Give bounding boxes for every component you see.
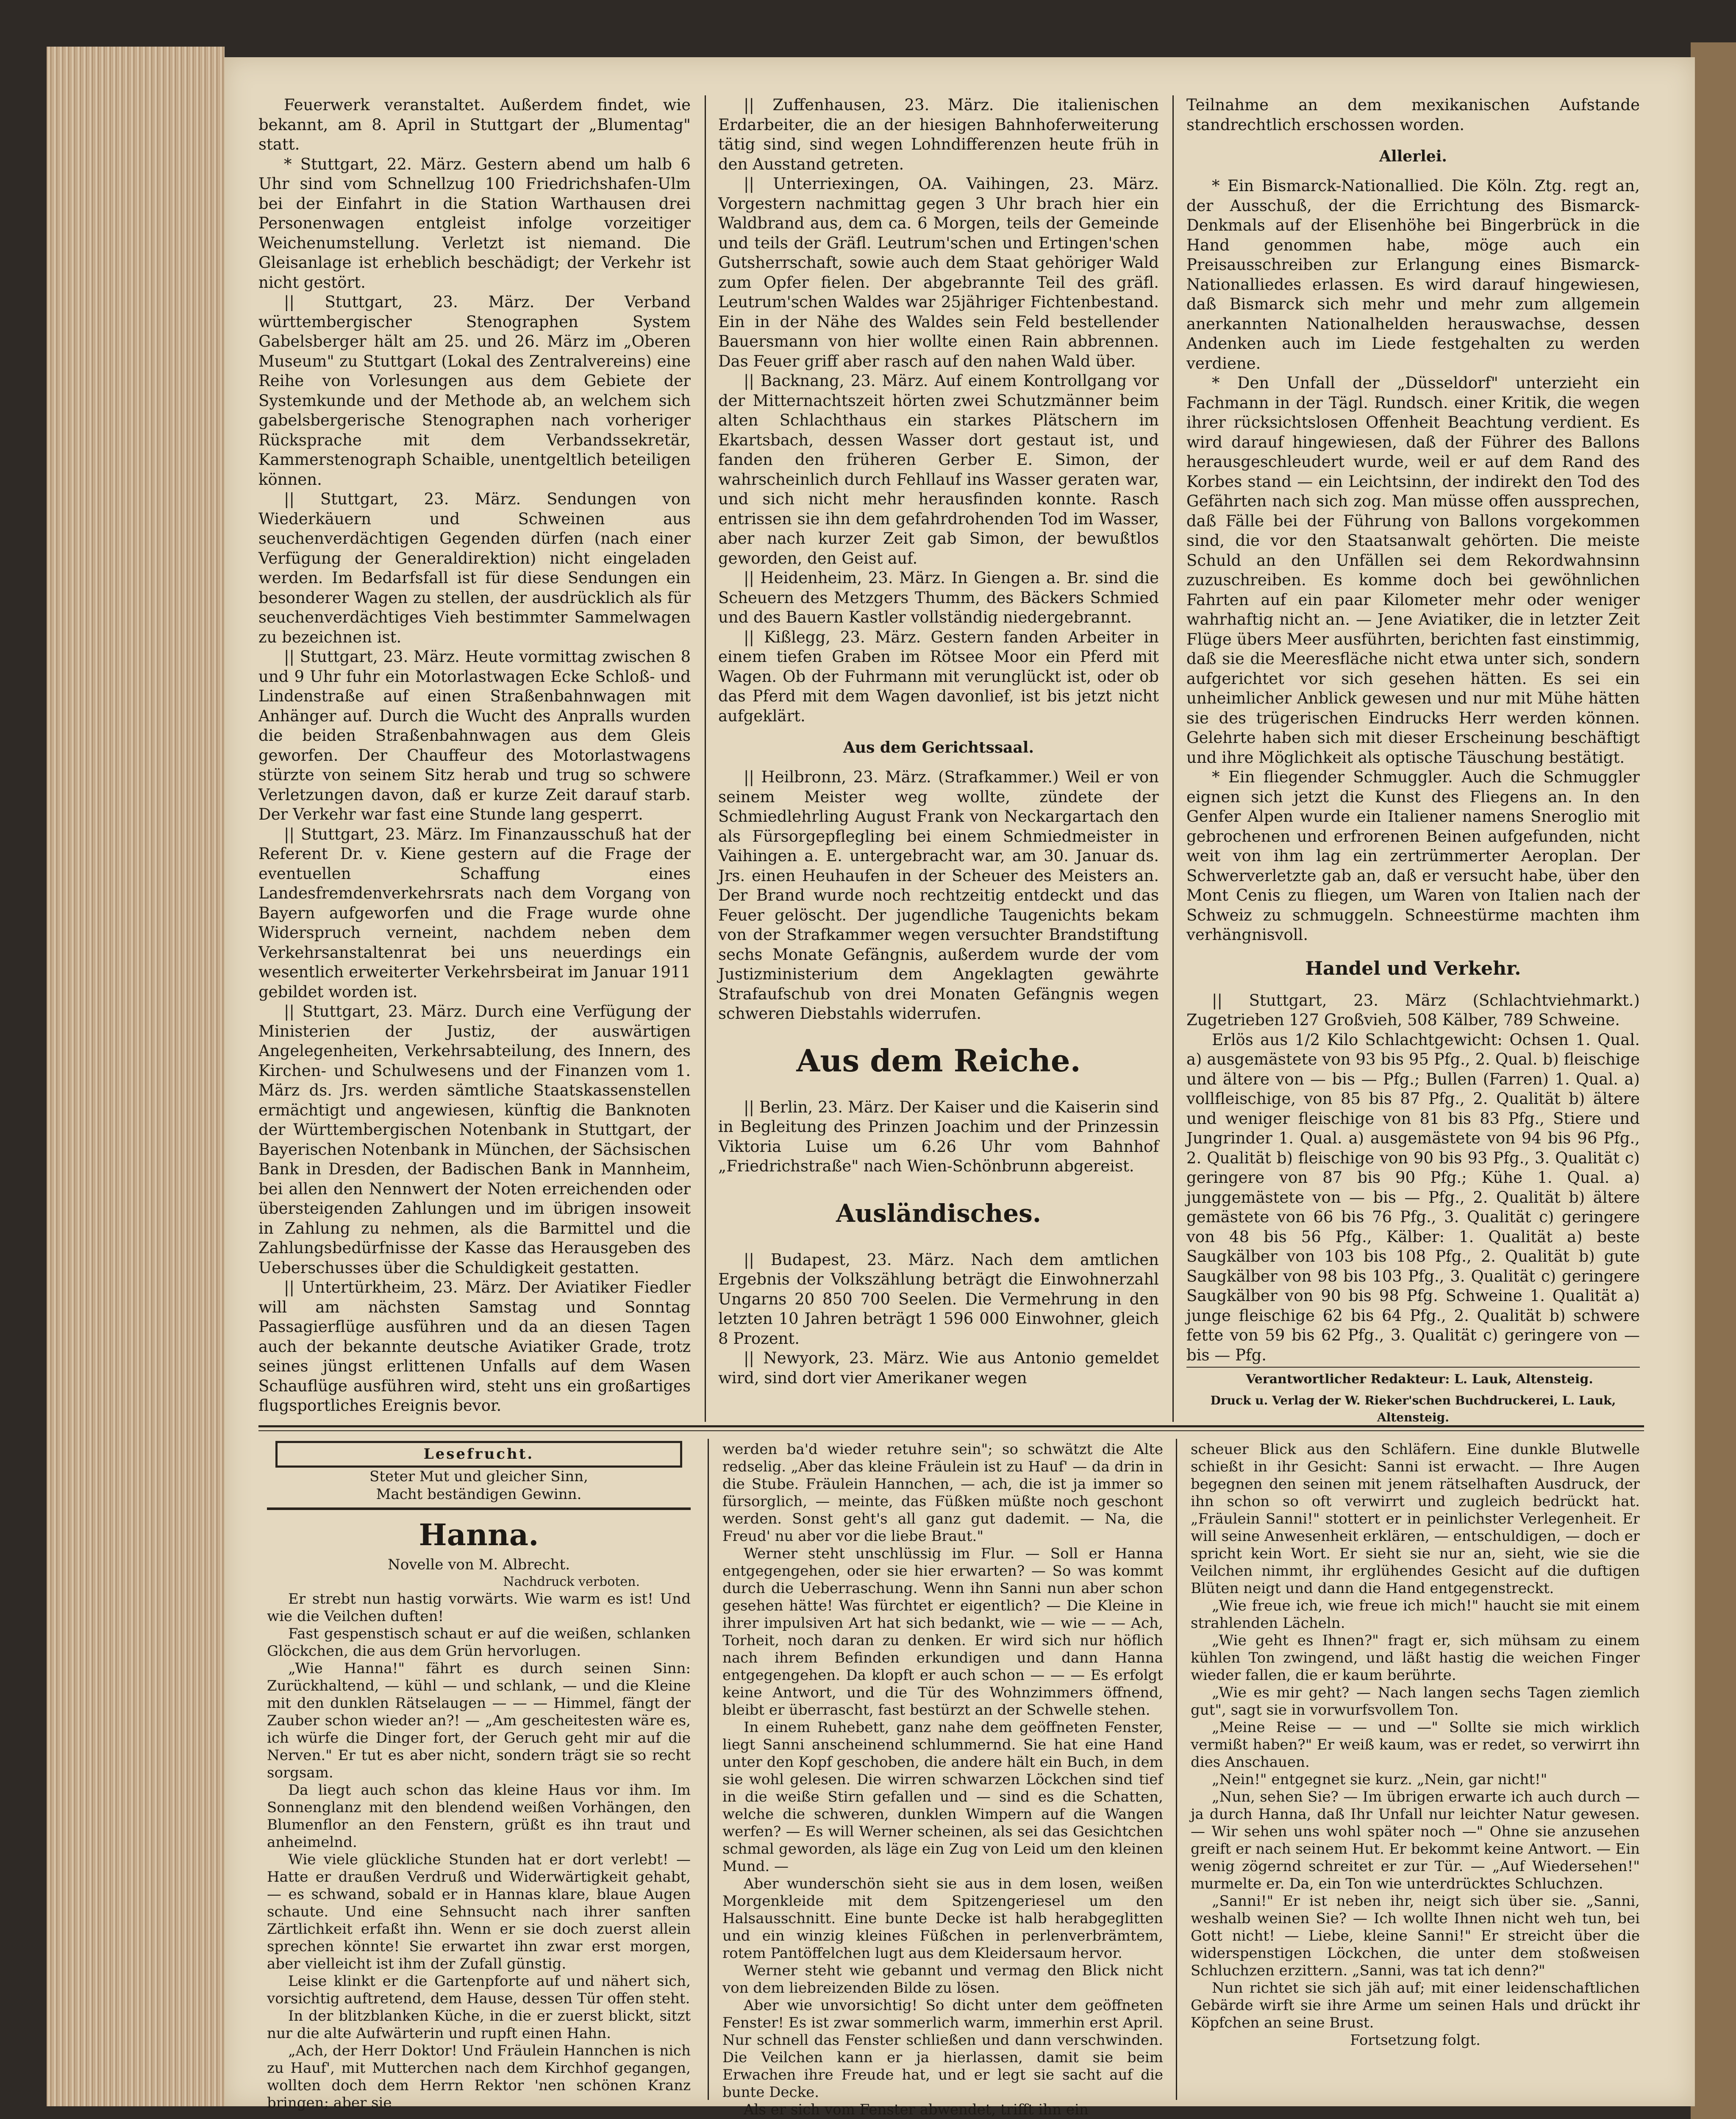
- article: || Heilbronn, 23. März. (Strafkammer.) Weil er von seinem Meister weg wollte, zündete der Schmiedlehrling August Frank von Neckargartach den als Fürsorgepflegling bei einem Schmiedmeister in Vaihingen a. E. untergebracht war, am 30. Januar ds. Jrs. einen Heuhaufen in der Scheuer des Meisters an. Der Brand wurde noch rechtzeitig entdeckt und das Feuer gelöscht. Der jugendliche Taugenichts bekam von der Strafkammer wegen versuchter Brandstiftung sechs Monate Gefängnis, außerdem wurde der vom Justizministerium dem Angeklagten gewährte Strafaufschub von drei Monaten Gefängnis wegen schweren Diebstahls widerrufen.: [718, 768, 1159, 1023]
- novel-paragraph: „Nein!" entgegnet sie kurz. „Nein, gar nicht!": [1212, 1771, 1547, 1788]
- motto-title: Lesefrucht.: [423, 1446, 534, 1463]
- article: || Newyork, 23. März. Wie aus Antonio gemeldet wird, sind dort vier Amerikaner wegen: [718, 1349, 1159, 1387]
- newspaper-page: [225, 57, 1695, 2118]
- column-2: [718, 95, 1159, 1388]
- responsible-editor: Verantwortlicher Redakteur: L. Lauk, Altensteig.: [1246, 1372, 1593, 1387]
- column-rule: [1172, 95, 1174, 1422]
- novel-paragraph: Leise klinkt er die Gartenpforte auf und nähert sich, vorsichtig auftretend, dem Hause, dessen Tür offen steht.: [267, 1973, 691, 2007]
- novel-paragraph: „Wie es mir geht? — Nach langen sechs Tagen ziemlich gut", sagt sie in vorwurfsvollem Ton.: [1191, 1684, 1640, 1719]
- novel-paragraph: scheuer Blick aus den Schläfern. Eine dunkle Blutwelle schießt in ihr Gesicht: Sanni ist erwacht. — Ihre Augen begegnen den seinen mit jenem rätselhaften Ausdruck, der ihn schon so oft verwirrt und zugleich bedrückt hat. „Fräulein Sanni!" stottert er in peinlichster Verlegenheit. Er will seine Anwesenheit erklären, — entschuldigen, — doch er spricht kein Wort. Er sieht sie nur an, sieht, wie sie die Veilchen nimmt, ihr erglühendes Gesicht auf die duftigen Blüten neigt und dann die Hand entgegenstreckt.: [1191, 1441, 1640, 1597]
- novel-subtitle: Novelle von M. Albrecht.: [387, 1556, 570, 1573]
- feuilleton-column-c: [1191, 1441, 1640, 2049]
- novel-paragraph: „Wie Hanna!" fährt es durch seinen Sinn: Zurückhaltend, — kühl — und schlank, — und die Kleine mit den dunklen Rätselaugen — — — Himmel, fängt der Zauber schon wieder an?! — „Am gescheitesten wäre es, ich würfe die Dinger fort, der Geruch geht mir auf die Nerven." Er tut es aber nicht, sondern trägt sie so recht sorgsam.: [267, 1660, 691, 1781]
- novel-paragraph: In einem Ruhebett, ganz nahe dem geöffneten Fenster, liegt Sanni anscheinend schlummernd. Sie hat eine Hand unter den Kopf geschoben, die andere hält ein Buch, in dem sie wohl gelesen. Die wirren schwarzen Löckchen sind tief in die weiße Stirn gefallen und — sind es die Schatten, welche die schweren, dunklen Wimpern auf die Wangen werfen? — Es will Werner scheinen, als sei das Gesichtchen schmal geworden, als läge ein Zug von Leid um den kleinen Mund. —: [722, 1719, 1163, 1875]
- column-rule: [708, 1439, 709, 2100]
- feuilleton-rule: [258, 1425, 1644, 1427]
- novel-paragraph: „Wie freue ich, wie freue ich mich!" haucht sie mit einem strahlenden Lächeln.: [1191, 1597, 1640, 1632]
- novel-paragraph: Er strebt nun hastig vorwärts. Wie warm es ist! Und wie die Veilchen duften!: [267, 1591, 691, 1625]
- novel-paragraph: Werner steht wie gebannt und vermag den Blick nicht von dem liebreizenden Bilde zu lösen.: [722, 1962, 1163, 1997]
- novel-paragraph: In der blitzblanken Küche, in die er zuerst blickt, sitzt nur die alte Aufwärterin und rupft einen Hahn.: [267, 2008, 691, 2042]
- article: || Backnang, 23. März. Auf einem Kontrollgang vor der Mitternachtszeit hörten zwei Schutzmänner beim alten Schlachthaus ein starkes Plätschern im Ekartsbach, dessen Wasser dort gestaut ist, und fanden den früheren Gerber E. Simon, der wahrscheinlich durch Fehllauf ins Wasser geraten war, und sich nicht mehr herausfinden konnte. Rasch entrissen sie ihn dem gefahrdrohenden Tod im Wasser, aber nach kurzer Zeit gab Simon, der bewußtlos geworden, den Geist auf.: [718, 372, 1159, 567]
- novel-paragraph: Aber wunderschön sieht sie aus in dem losen, weißen Morgenkleide mit dem Spitzengeriesel um den Halsausschnitt. Eine bunte Decke ist halb herabgeglitten und ein winzig kleines Füßchen in perlenverbrämtem, rotem Pantöffelchen lugt aus dem Kleidersaum hervor.: [722, 1875, 1163, 1962]
- article: || Stuttgart, 23. März. Durch eine Verfügung der Ministerien der Justiz, der auswärtigen Angelegenheiten, Verkehrsabteilung, des Innern, des Kirchen- und Schulwesens und der Finanzen vom 1. März ds. Jrs. werden sämtliche Staatskassenstellen ermächtigt und angewiesen, künftig die Banknoten der Württembergischen Notenbank in Stuttgart, der Bayerischen Notenbank in München, der Sächsischen Bank in Dresden, der Badischen Bank in Mannheim, bei allen den Nennwert der Noten erreichenden oder übersteigenden Zahlungen und im übrigen insoweit in Zahlung zu nehmen, als die Barmittel und die Zahlungsbedürfnisse der Kasse das Herausgeben des Ueberschusses über die Schuldigkeit gestatten.: [258, 1002, 691, 1277]
- article: * Ein fliegender Schmuggler. Auch die Schmuggler eignen sich jetzt die Kunst des Fliegens an. In den Genfer Alpen wurde ein Italiener namens Sneroglio mit gebrochenen und erfrorenen Beinen aufgefunden, nicht weit von ihm lag ein zertrümmerter Aeroplan. Der Schwerverletzte gab an, daß er versucht habe, über den Mont Cenis zu fliegen, um Waren von Italien nach der Schweiz zu schmuggeln. Schneestürme machten ihm verhängnisvoll.: [1186, 768, 1640, 944]
- column-rule: [1176, 1439, 1177, 2100]
- article: * Den Unfall der „Düsseldorf" unterzieht ein Fachmann in der Tägl. Rundsch. einer Kritik, die wegen ihrer rücksichtslosen Offenheit Beachtung verdient. Es wird darauf hingewiesen, daß der Führer des Ballons herausgeschleudert wurde, weil er auf dem Rand des Korbes stand — ein Leichtsinn, der indirekt den Tod des Gefährten nach sich zog. Man müsse offen aussprechen, daß Fälle bei der Führung von Ballons vorgekommen sind, die vor den Staatsanwalt gehörten. Die meiste Schuld an den Unfällen sei dem Rekordwahnsinn zuzuschreiben. Es komme doch bei gewöhnlichen Fahrten auf ein paar Kilometer mehr oder weniger wahrhaftig nicht an. — Jene Aviatiker, die in letzter Zeit Flüge übers Meer ausführten, berichten fast einstimmig, daß sie die Meeresfläche nicht etwa unter sich, sondern aufgerichtet vor sich gesehen hätten. Es sei ein unheimlicher Anblick gewesen und nur mit Mühe hätten sie des trügerischen Eindrucks Herr werden können. Gelehrte haben sich mit dieser Erscheinung beschäftigt und ihre Möglichkeit als optische Täuschung bestätigt.: [1186, 374, 1640, 767]
- feuilleton-column-a: [267, 1441, 691, 2112]
- motto-line: Steter Mut und gleicher Sinn,: [369, 1468, 588, 1485]
- novel-paragraph: Aber wie unvorsichtig! So dicht unter dem geöffneten Fenster! Es ist zwar sommerlich warm, immerhin erst April. Nur schnell das Fenster schließen und dann verschwinden. Die Veilchen kann er ja hierlassen, damit sie beim Erwachen ihre Freude hat, und er legt sie sacht auf die bunte Decke.: [722, 1997, 1163, 2101]
- reprint-note: Nachdruck verboten.: [503, 1574, 640, 1589]
- section-heading-court: Aus dem Gerichtssaal.: [843, 739, 1034, 756]
- article: Teilnahme an dem mexikanischen Aufstande standrechtlich erschossen worden.: [1186, 96, 1640, 134]
- article: || Kißlegg, 23. März. Gestern fanden Arbeiter in einem tiefen Graben im Rötsee Moor ein Pferd mit Wagen. Ob der Fuhrmann mit verunglückt ist, oder ob das Pferd mit dem Wagen davonlief, ist bis jetzt nicht aufgeklärt.: [718, 628, 1159, 725]
- article: * Ein Bismarck-Nationallied. Die Köln. Ztg. regt an, der Ausschuß, der die Errichtung des Bismarck-Denkmals auf der Elisenhöhe bei Bingerbrück in die Hand genommen habe, möge auch ein Preisausschreiben zur Erlangung eines Bismarck-Nationalliedes erlassen. Es wird darauf hingewiesen, daß Bismarck sich mehr und mehr zum allgemein anerkannten Nationalhelden herauswachse, dessen Andenken auch im Liede festgehalten zu werden verdiene.: [1186, 177, 1640, 373]
- article: || Heidenheim, 23. März. In Giengen a. Br. sind die Scheuern des Metzgers Thumm, des Bäckers Schmied und des Bauern Kastler vollständig niedergebrannt.: [718, 569, 1159, 626]
- section-heading-handel: Handel und Verkehr.: [1305, 957, 1521, 979]
- novel-paragraph: „Nun, sehen Sie? — Im übrigen erwarte ich auch durch — ja durch Hanna, daß Ihr Unfall nur leichter Natur gewesen. — Wir sehen uns wohl später noch —" Ohne sie anzusehen greift er nach seinem Hut. Er bekommt keine Antwort. — Ein wenig zögernd schreitet er zur Tür. — „Auf Wiedersehen!" murmelte er. Da, ein Ton wie unterdrücktes Schluchzen.: [1191, 1788, 1640, 1892]
- column-3: [1186, 95, 1640, 1365]
- novel-paragraph: Da liegt auch schon das kleine Haus vor ihm. Im Sonnenglanz mit den blendend weißen Vorhängen, den Blumenflor an den Fenstern, grüßt es ihn traut und anheimelnd.: [267, 1782, 691, 1851]
- feuilleton-column-b: [722, 1441, 1163, 2119]
- cover-edge: [1691, 42, 1736, 2119]
- motto-box: [275, 1441, 682, 1468]
- feuilleton-rule: [258, 1430, 1644, 1431]
- section-heading-allerlei: Allerlei.: [1379, 147, 1447, 165]
- article: || Berlin, 23. März. Der Kaiser und die Kaiserin sind in Begleitung des Prinzen Joachim und der Prinzessin Viktoria Luise um 6.26 Uhr vom Bahnhof „Friedrichstraße" nach Wien-Schönbrunn abgereist.: [718, 1098, 1159, 1175]
- continuation-note: Fortsetzung folgt.: [1350, 2032, 1480, 2049]
- novel-paragraph: „Sanni!" Er ist neben ihr, neigt sich über sie. „Sanni, weshalb weinen Sie? — Ich wollte Ihnen nicht weh tun, bei Gott nicht! — Liebe, kleine Sanni!" Er streicht über die widerspenstigen Löckchen, die unter dem stoßweisen Schluchzen erzittern. „Sanni, was tat ich denn?": [1191, 1893, 1640, 1979]
- article: || Budapest, 23. März. Nach dem amtlichen Ergebnis der Volkszählung beträgt die Einwohnerzahl Ungarns 20 850 700 Seelen. Die Vermehrung in den letzten 10 Jahren beträgt 1 596 000 Einwohner, gleich 8 Prozent.: [718, 1250, 1159, 1348]
- novel-title: Hanna.: [419, 1517, 539, 1552]
- imprint-rule: [1186, 1367, 1640, 1368]
- article: || Zuffenhausen, 23. März. Die italienischen Erdarbeiter, die an der hiesigen Bahnhoferweiterung tätig sind, sind wegen Lohndifferenzen heute früh in den Ausstand getreten.: [718, 96, 1159, 173]
- novel-paragraph: Wie viele glückliche Stunden hat er dort verlebt! — Hatte er draußen Verdruß und Widerwärtigkeit gehabt, — es schwand, sobald er in Hannas klare, blaue Augen schaute. Und eine Sehnsucht nach ihrer sanften Zärtlichkeit erfaßt ihn. Wenn er sie doch zuerst allein sprechen könnte! Sie erwartet ihn zwar erst morgen, aber vielleicht ist ihm der Zufall günstig.: [267, 1851, 691, 1972]
- column-rule: [705, 95, 706, 1422]
- article: || Stuttgart, 23. März. Heute vormittag zwischen 8 und 9 Uhr fuhr ein Motorlastwagen Ecke Schloß- und Lindenstraße auf einen Straßenbahnwagen mit Anhänger auf. Durch die Wucht des Anpralls wurden die beiden Straßenbahnwagen aus dem Gleis geworfen. Der Chauffeur des Motorlastwagens stürzte von seinem Sitz herab und trug so schwere Verletzungen davon, daß er kurze Zeit darauf starb. Der Verkehr war fast eine Stunde lang gesperrt.: [258, 648, 691, 823]
- novel-paragraph: Als er sich vom Fenster abwendet, trifft ihn ein: [744, 2101, 1089, 2118]
- section-heading-reich: Aus dem Reiche.: [796, 1042, 1081, 1079]
- article: || Stuttgart, 23. März. Der Verband württembergischer Stenographen System Gabelsberger hält am 25. und 26. März im „Oberen Museum" zu Stuttgart (Lokal des Zentralvereins) eine Reihe von Vorlesungen aus dem Gebiete der Systemkunde und der Methode ab, an welchem sich gabelsbergerische Stenographen nach vorheriger Rücksprache mit dem Verbandssekretär, Kammerstenograph Schaible, unentgeltlich beteiligen können.: [258, 293, 691, 489]
- section-heading-ausland: Ausländisches.: [836, 1199, 1042, 1228]
- article: || Unterriexingen, OA. Vaihingen, 23. März. Vorgestern nachmittag gegen 3 Uhr brach hier ein Waldbrand aus, dem ca. 6 Morgen, teils der Gemeinde und teils der Gräfl. Leutrum'schen und Ertingen'schen Gutsherrschaft, sowie auch dem Staat gehöriger Wald zum Opfer fielen. Der abgebrannte Teil des gräfl. Leutrum'schen Waldes war 25jähriger Fichtenbestand. Ein in der Nähe des Waldes sein Feld bestellender Bauersmann von hier wollte einen Rain abbrennen. Das Feuer griff aber rasch auf den nahen Wald über.: [718, 175, 1159, 370]
- novel-paragraph: Fast gespenstisch schaut er auf die weißen, schlanken Glöckchen, die aus dem Grün hervorlugen.: [267, 1625, 691, 1660]
- novel-paragraph: Nun richtet sie sich jäh auf; mit einer leidenschaftlichen Gebärde wirft sie ihre Arme um seinen Hals und drückt ihr Köpfchen an seine Brust.: [1191, 1980, 1640, 2031]
- column-1: [258, 95, 691, 1416]
- article: || Untertürkheim, 23. März. Der Aviatiker Fiedler will am nächsten Samstag und Sonntag Passagierflüge ausführen und da an diesen Tagen auch der bekannte deutsche Aviatiker Grade, trotz seines jüngst erlittenen Unfalls auf dem Wasen Schauflüge ausführen wird, steht uns ein großartiges flugsportliches Ereignis bevor.: [258, 1278, 691, 1415]
- article: Erlös aus 1/2 Kilo Schlachtgewicht: Ochsen 1. Qual. a) ausgemästete von 93 bis 95 Pfg., 2. Qual. b) fleischige und ältere von — bis — Pfg.; Bullen (Farren) 1. Qual. a) vollfleischige, von 85 bis 87 Pfg., 2. Qualität b) ältere und weniger fleischige von 81 bis 83 Pfg., Stiere und Jungrinder 1. Qual. a) ausgemästete von 94 bis 96 Pfg., 2. Qualität b) fleischige von 90 bis 93 Pfg., 3. Qualität c) geringere von 87 bis 90 Pfg.; Kühe 1. Qual. a) junggemästete von — bis — Pfg., 2. Qualität b) ältere gemästete von 66 bis 76 Pfg., 3. Qualität c) geringere von 48 bis 56 Pfg., Kälber: 1. Qualität a) beste Saugkälber von 103 bis 108 Pfg., 2. Qualität b) gute Saugkälber von 98 bis 103 Pfg., 3. Qualität c) geringere Saugkälber von 90 bis 98 Pfg. Schweine 1. Qualität a) junge fleischige 62 bis 64 Pfg., 2. Qualität b) schwere fette von 59 bis 62 Pfg., 3. Qualität c) geringere von — bis — Pfg.: [1186, 1030, 1640, 1364]
- novel-paragraph: werden ba'd wieder retuhre sein"; so schwätzt die Alte redselig. „Aber das kleine Fräulein ist zu Hauf' — da drin in die Stube. Fräulein Hannchen, — ach, die ist ja immer so fürsorglich, — meinte, das Füßken müßte noch geschont werden. Sonst geht's all ganz gut dademit. — Na, die Freud' nu aber vor die liebe Braut.": [722, 1441, 1163, 1545]
- article: * Stuttgart, 22. März. Gestern abend um halb 6 Uhr sind vom Schnellzug 100 Friedrichshafen-Ulm bei der Einfahrt in die Station Warthausen drei Personenwagen entgleist infolge vorzeitiger Weichenumstellung. Verletzt ist niemand. Die Gleisanlage ist erheblich beschädigt; der Verkehr ist nicht gestört.: [258, 155, 691, 292]
- novel-paragraph: „Meine Reise — — und —" Sollte sie mich wirklich vermißt haben?" Er weiß kaum, was er redet, so verwirrt ihn dies Anschauen.: [1191, 1719, 1640, 1771]
- motto-rule: [267, 1507, 691, 1510]
- book-binding: [47, 47, 225, 2106]
- article: || Stuttgart, 23. März. Im Finanzausschuß hat der Referent Dr. v. Kiene gestern auf die Frage der eventuellen Schaffung eines Landesfremdenverkehrsrats nach dem Vorgang von Bayern aufgeworfen und die Frage wurde ohne Widerspruch verneint, nachdem neben dem Verkehrsanstaltenrat bei uns neuerdings ein wesentlich erweiterter Verkehrsbeirat im Januar 1911 gebildet worden ist.: [258, 825, 691, 1001]
- motto-line: Macht beständigen Gewinn.: [376, 1486, 582, 1503]
- novel-paragraph: „Wie geht es Ihnen?" fragt er, sich mühsam zu einem kühlen Ton zwingend, und läßt hastig die weichen Finger wieder fallen, die er kaum berührte.: [1191, 1632, 1640, 1684]
- article: || Stuttgart, 23. März. Sendungen von Wiederkäuern und Schweinen aus seuchenverdächtigen Gegenden dürfen (nach einer Verfügung der Generaldirektion) nicht eingeladen werden. Im Bedarfsfall ist für diese Sendungen ein besonderer Wagen zu stellen, der ausdrücklich als für seuchenverdächtiges Vieh bestimmter Sammelwagen zu bezeichnen ist.: [258, 490, 691, 646]
- publisher-imprint: Druck u. Verlag der W. Rieker'schen Buchdruckerei, L. Lauk, Altensteig.: [1210, 1393, 1616, 1424]
- novel-paragraph: „Ach, der Herr Doktor! Und Fräulein Hannchen is nich zu Hauf', mit Mutterchen nach dem Kirchhof gegangen, wollten doch dem Herrn Rektor 'nen schönen Kranz bringen; aber sie: [267, 2042, 691, 2111]
- novel-paragraph: Werner steht unschlüssig im Flur. — Soll er Hanna entgegengehen, oder sie hier erwarten? — So was kommt durch die Ueberraschung. Wenn ihn Sanni nun aber schon gesehen hätte! Was fürchtet er eigentlich? — Die Kleine in ihrer impulsiven Art hat sich bedankt, wie — wie — — Ach, Torheit, noch daran zu denken. Er wird sich nur höflich nach ihrem Befinden erkundigen und dann Hanna entgegengehen. Da klopft er auch schon — — — Es erfolgt keine Antwort, und die Tür des Wohnzimmers öffnend, bleibt er überrascht, fast bestürzt an der Schwelle stehen.: [722, 1545, 1163, 1719]
- article: || Stuttgart, 23. März (Schlachtviehmarkt.) Zugetrieben 127 Großvieh, 508 Kälber, 789 Schweine.: [1186, 991, 1640, 1029]
- article: Feuerwerk veranstaltet. Außerdem findet, wie bekannt, am 8. April in Stuttgart der „Blumentag" statt.: [258, 96, 691, 153]
